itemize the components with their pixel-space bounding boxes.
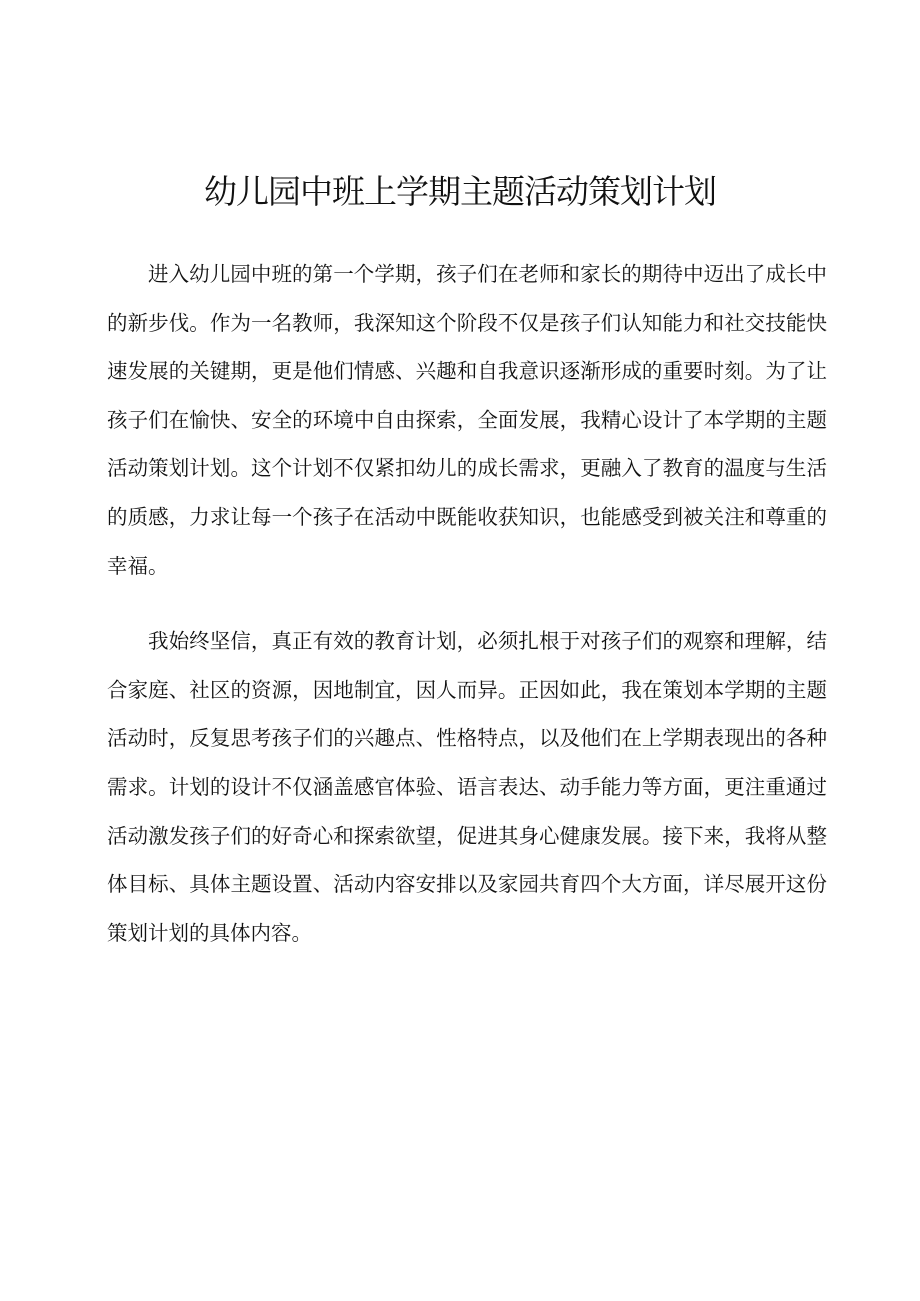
document-title: 幼儿园中班上学期主题活动策划计划 — [204, 172, 716, 211]
paragraph-1: 进入幼儿园中班的第一个学期，孩子们在老师和家长的期待中迈出了成长中的新步伐。作为一名教师，我深知这个阶段不仅是孩子们认知能力和社交技能快速发展的关键期，更是他们情感、兴趣和自我意识逐渐形成的重要时刻。为了让孩子们在愉快、安全的环境中自由探索，全面发展，我精心设计了本学期的主题活动策划计划。这个计划不仅紧扣幼儿的成长需求，更融入了教育的温度与生活的质感，力求让每一个孩子在活动中既能收获知识，也能感受到被关注和尊重的幸福。 — [107, 262, 827, 578]
document-body — [107, 250, 827, 957]
paragraph-2: 我始终坚信，真正有效的教育计划，必须扎根于对孩子们的观察和理解，结合家庭、社区的资源，因地制宜，因人而异。正因如此，我在策划本学期的主题活动时，反复思考孩子们的兴趣点、性格特点，以及他们在上学期表现出的各种需求。计划的设计不仅涵盖感官体验、语言表达、动手能力等方面，更注重通过活动激发孩子们的好奇心和探索欲望，促进其身心健康发展。接下来，我将从整体目标、具体主题设置、活动内容安排以及家园共育四个大方面，详尽展开这份策划计划的具体内容。 — [107, 629, 827, 945]
